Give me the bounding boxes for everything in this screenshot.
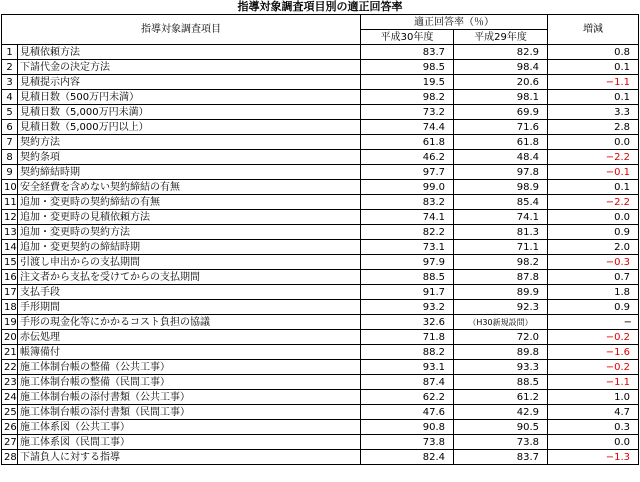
row-h29-value: 88.5 xyxy=(454,375,548,390)
row-number: 23 xyxy=(2,375,18,390)
row-diff-value: 0.3 xyxy=(548,420,639,435)
row-number: 4 xyxy=(2,90,18,105)
row-item: 契約条項 xyxy=(18,150,361,165)
row-h29-value: 92.3 xyxy=(454,300,548,315)
header-diff: 増減 xyxy=(548,15,639,45)
row-number: 22 xyxy=(2,360,18,375)
row-number: 3 xyxy=(2,75,18,90)
table-row xyxy=(2,255,639,270)
row-h30-value: 83.7 xyxy=(361,45,454,60)
row-number: 1 xyxy=(2,45,18,60)
table-row xyxy=(2,75,639,90)
rate-table xyxy=(1,14,639,465)
table-row xyxy=(2,210,639,225)
row-h30-value: 73.2 xyxy=(361,105,454,120)
table-row xyxy=(2,150,639,165)
row-item: 契約締結時期 xyxy=(18,165,361,180)
table-row xyxy=(2,405,639,420)
row-h30-value: 73.1 xyxy=(361,240,454,255)
row-item: 契約方法 xyxy=(18,135,361,150)
row-item: 追加・変更契約の締結時期 xyxy=(18,240,361,255)
row-h30-value: 32.6 xyxy=(361,315,454,330)
row-diff-value: −1.3 xyxy=(548,450,639,465)
row-h30-value: 88.2 xyxy=(361,345,454,360)
table-row xyxy=(2,360,639,375)
row-diff-value: 0.7 xyxy=(548,270,639,285)
row-diff-value: 2.0 xyxy=(548,240,639,255)
row-number: 9 xyxy=(2,165,18,180)
row-number: 12 xyxy=(2,210,18,225)
row-h29-value: 85.4 xyxy=(454,195,548,210)
row-h29-value: 20.6 xyxy=(454,75,548,90)
row-item: 施工体制台帳の整備（民間工事） xyxy=(18,375,361,390)
table-row xyxy=(2,165,639,180)
row-diff-value: −1.6 xyxy=(548,345,639,360)
row-item: 施工体系図（公共工事） xyxy=(18,420,361,435)
table-row xyxy=(2,345,639,360)
row-number: 20 xyxy=(2,330,18,345)
row-item: 施工体制台帳の整備（公共工事） xyxy=(18,360,361,375)
row-diff-value: 0.1 xyxy=(548,60,639,75)
row-diff-value: −2.2 xyxy=(548,195,639,210)
row-h30-value: 82.4 xyxy=(361,450,454,465)
row-h30-value: 82.2 xyxy=(361,225,454,240)
row-h29-value: 90.5 xyxy=(454,420,548,435)
table-row xyxy=(2,300,639,315)
row-number: 7 xyxy=(2,135,18,150)
row-h29-value: 93.3 xyxy=(454,360,548,375)
row-number: 27 xyxy=(2,435,18,450)
header-h29: 平成29年度 xyxy=(454,30,548,45)
row-number: 21 xyxy=(2,345,18,360)
row-diff-value: 0.9 xyxy=(548,300,639,315)
row-h30-value: 61.8 xyxy=(361,135,454,150)
row-h29-value: （H30新規設問） xyxy=(454,315,548,330)
header-h30: 平成30年度 xyxy=(361,30,454,45)
row-diff-value: 0.1 xyxy=(548,180,639,195)
table-row xyxy=(2,120,639,135)
row-diff-value: −1.1 xyxy=(548,75,639,90)
table-row xyxy=(2,390,639,405)
table-row xyxy=(2,450,639,465)
row-diff-value: −0.2 xyxy=(548,330,639,345)
row-number: 13 xyxy=(2,225,18,240)
row-number: 26 xyxy=(2,420,18,435)
row-diff-value: −1.1 xyxy=(548,375,639,390)
row-h30-value: 62.2 xyxy=(361,390,454,405)
row-number: 24 xyxy=(2,390,18,405)
row-item: 施工体制台帳の添付書類（民間工事） xyxy=(18,405,361,420)
row-h29-value: 61.2 xyxy=(454,390,548,405)
row-item: 施工体系図（民間工事） xyxy=(18,435,361,450)
row-item: 引渡し申出からの支払期間 xyxy=(18,255,361,270)
row-h30-value: 98.5 xyxy=(361,60,454,75)
row-h30-value: 87.4 xyxy=(361,375,454,390)
table-row xyxy=(2,225,639,240)
row-h30-value: 93.2 xyxy=(361,300,454,315)
row-item: 追加・変更時の見積依頼方法 xyxy=(18,210,361,225)
row-h30-value: 90.8 xyxy=(361,420,454,435)
row-diff-value: −2.2 xyxy=(548,150,639,165)
row-diff-value: −0.1 xyxy=(548,165,639,180)
row-diff-value: −0.2 xyxy=(548,360,639,375)
row-diff-value: 0.0 xyxy=(548,135,639,150)
row-h30-value: 19.5 xyxy=(361,75,454,90)
row-h30-value: 88.5 xyxy=(361,270,454,285)
row-number: 18 xyxy=(2,300,18,315)
table-row xyxy=(2,240,639,255)
header-rate: 適正回答率（％） xyxy=(361,15,548,30)
row-item: 見積日数（500万円未満） xyxy=(18,90,361,105)
row-h30-value: 99.0 xyxy=(361,180,454,195)
row-number: 19 xyxy=(2,315,18,330)
row-h29-value: 98.4 xyxy=(454,60,548,75)
row-number: 17 xyxy=(2,285,18,300)
row-diff-value: 3.3 xyxy=(548,105,639,120)
table-row xyxy=(2,180,639,195)
row-diff-value: 1.8 xyxy=(548,285,639,300)
row-h30-value: 91.7 xyxy=(361,285,454,300)
row-item: 手形の現金化等にかかるコスト負担の協議 xyxy=(18,315,361,330)
row-number: 11 xyxy=(2,195,18,210)
row-item: 支払手段 xyxy=(18,285,361,300)
table-row xyxy=(2,435,639,450)
row-number: 10 xyxy=(2,180,18,195)
row-h29-value: 89.9 xyxy=(454,285,548,300)
row-h29-value: 98.1 xyxy=(454,90,548,105)
table-row xyxy=(2,420,639,435)
row-item: 注文者から支払を受けてからの支払期間 xyxy=(18,270,361,285)
row-diff-value: 2.8 xyxy=(548,120,639,135)
row-item: 安全経費を含めない契約締結の有無 xyxy=(18,180,361,195)
row-h29-value: 74.1 xyxy=(454,210,548,225)
table-row xyxy=(2,105,639,120)
table-row xyxy=(2,45,639,60)
row-h29-value: 73.8 xyxy=(454,435,548,450)
row-number: 8 xyxy=(2,150,18,165)
row-item: 赤伝処理 xyxy=(18,330,361,345)
row-item: 見積日数（5,000万円以上） xyxy=(18,120,361,135)
row-number: 6 xyxy=(2,120,18,135)
row-diff-value: 0.0 xyxy=(548,435,639,450)
table-row xyxy=(2,330,639,345)
row-h29-value: 61.8 xyxy=(454,135,548,150)
row-h30-value: 71.8 xyxy=(361,330,454,345)
row-diff-value: 0.9 xyxy=(548,225,639,240)
row-item: 追加・変更時の契約方法 xyxy=(18,225,361,240)
row-number: 25 xyxy=(2,405,18,420)
row-h30-value: 74.4 xyxy=(361,120,454,135)
row-diff-value: −0.3 xyxy=(548,255,639,270)
row-h29-value: 87.8 xyxy=(454,270,548,285)
table-row xyxy=(2,195,639,210)
row-h29-value: 98.2 xyxy=(454,255,548,270)
row-diff-value: 0.8 xyxy=(548,45,639,60)
table-row xyxy=(2,315,639,330)
row-item: 手形期間 xyxy=(18,300,361,315)
row-number: 28 xyxy=(2,450,18,465)
table-row xyxy=(2,135,639,150)
row-h30-value: 83.2 xyxy=(361,195,454,210)
row-h30-value: 97.7 xyxy=(361,165,454,180)
row-diff-value: 1.0 xyxy=(548,390,639,405)
row-h29-value: 98.9 xyxy=(454,180,548,195)
row-diff-value: − xyxy=(548,315,639,330)
row-h29-value: 83.7 xyxy=(454,450,548,465)
row-h29-value: 42.9 xyxy=(454,405,548,420)
row-h29-value: 81.3 xyxy=(454,225,548,240)
row-diff-value: 0.0 xyxy=(548,210,639,225)
header-item: 指導対象調査項目 xyxy=(2,15,361,45)
table-title: 指導対象調査項目別の適正回答率 xyxy=(237,0,403,13)
row-item: 見積提示内容 xyxy=(18,75,361,90)
row-item: 施工体制台帳の添付書類（公共工事） xyxy=(18,390,361,405)
row-item: 下請負人に対する指導 xyxy=(18,450,361,465)
row-h30-value: 97.9 xyxy=(361,255,454,270)
row-diff-value: 0.1 xyxy=(548,90,639,105)
row-number: 16 xyxy=(2,270,18,285)
row-h29-value: 89.8 xyxy=(454,345,548,360)
row-number: 14 xyxy=(2,240,18,255)
row-item: 下請代金の決定方法 xyxy=(18,60,361,75)
row-diff-value: 4.7 xyxy=(548,405,639,420)
row-h29-value: 71.1 xyxy=(454,240,548,255)
table-row xyxy=(2,375,639,390)
row-item: 見積依頼方法 xyxy=(18,45,361,60)
row-h30-value: 73.8 xyxy=(361,435,454,450)
row-h30-value: 93.1 xyxy=(361,360,454,375)
row-h29-value: 82.9 xyxy=(454,45,548,60)
table-row xyxy=(2,60,639,75)
row-item: 帳簿備付 xyxy=(18,345,361,360)
table-row xyxy=(2,90,639,105)
row-item: 追加・変更時の契約締結の有無 xyxy=(18,195,361,210)
row-h30-value: 74.1 xyxy=(361,210,454,225)
row-number: 15 xyxy=(2,255,18,270)
table-row xyxy=(2,270,639,285)
row-h29-value: 71.6 xyxy=(454,120,548,135)
row-h29-value: 97.8 xyxy=(454,165,548,180)
row-h29-value: 72.0 xyxy=(454,330,548,345)
row-number: 2 xyxy=(2,60,18,75)
table-body xyxy=(2,45,639,465)
row-h30-value: 46.2 xyxy=(361,150,454,165)
row-item: 見積日数（5,000万円未満） xyxy=(18,105,361,120)
row-h30-value: 98.2 xyxy=(361,90,454,105)
row-h30-value: 47.6 xyxy=(361,405,454,420)
row-h29-value: 69.9 xyxy=(454,105,548,120)
table-row xyxy=(2,285,639,300)
row-number: 5 xyxy=(2,105,18,120)
row-h29-value: 48.4 xyxy=(454,150,548,165)
